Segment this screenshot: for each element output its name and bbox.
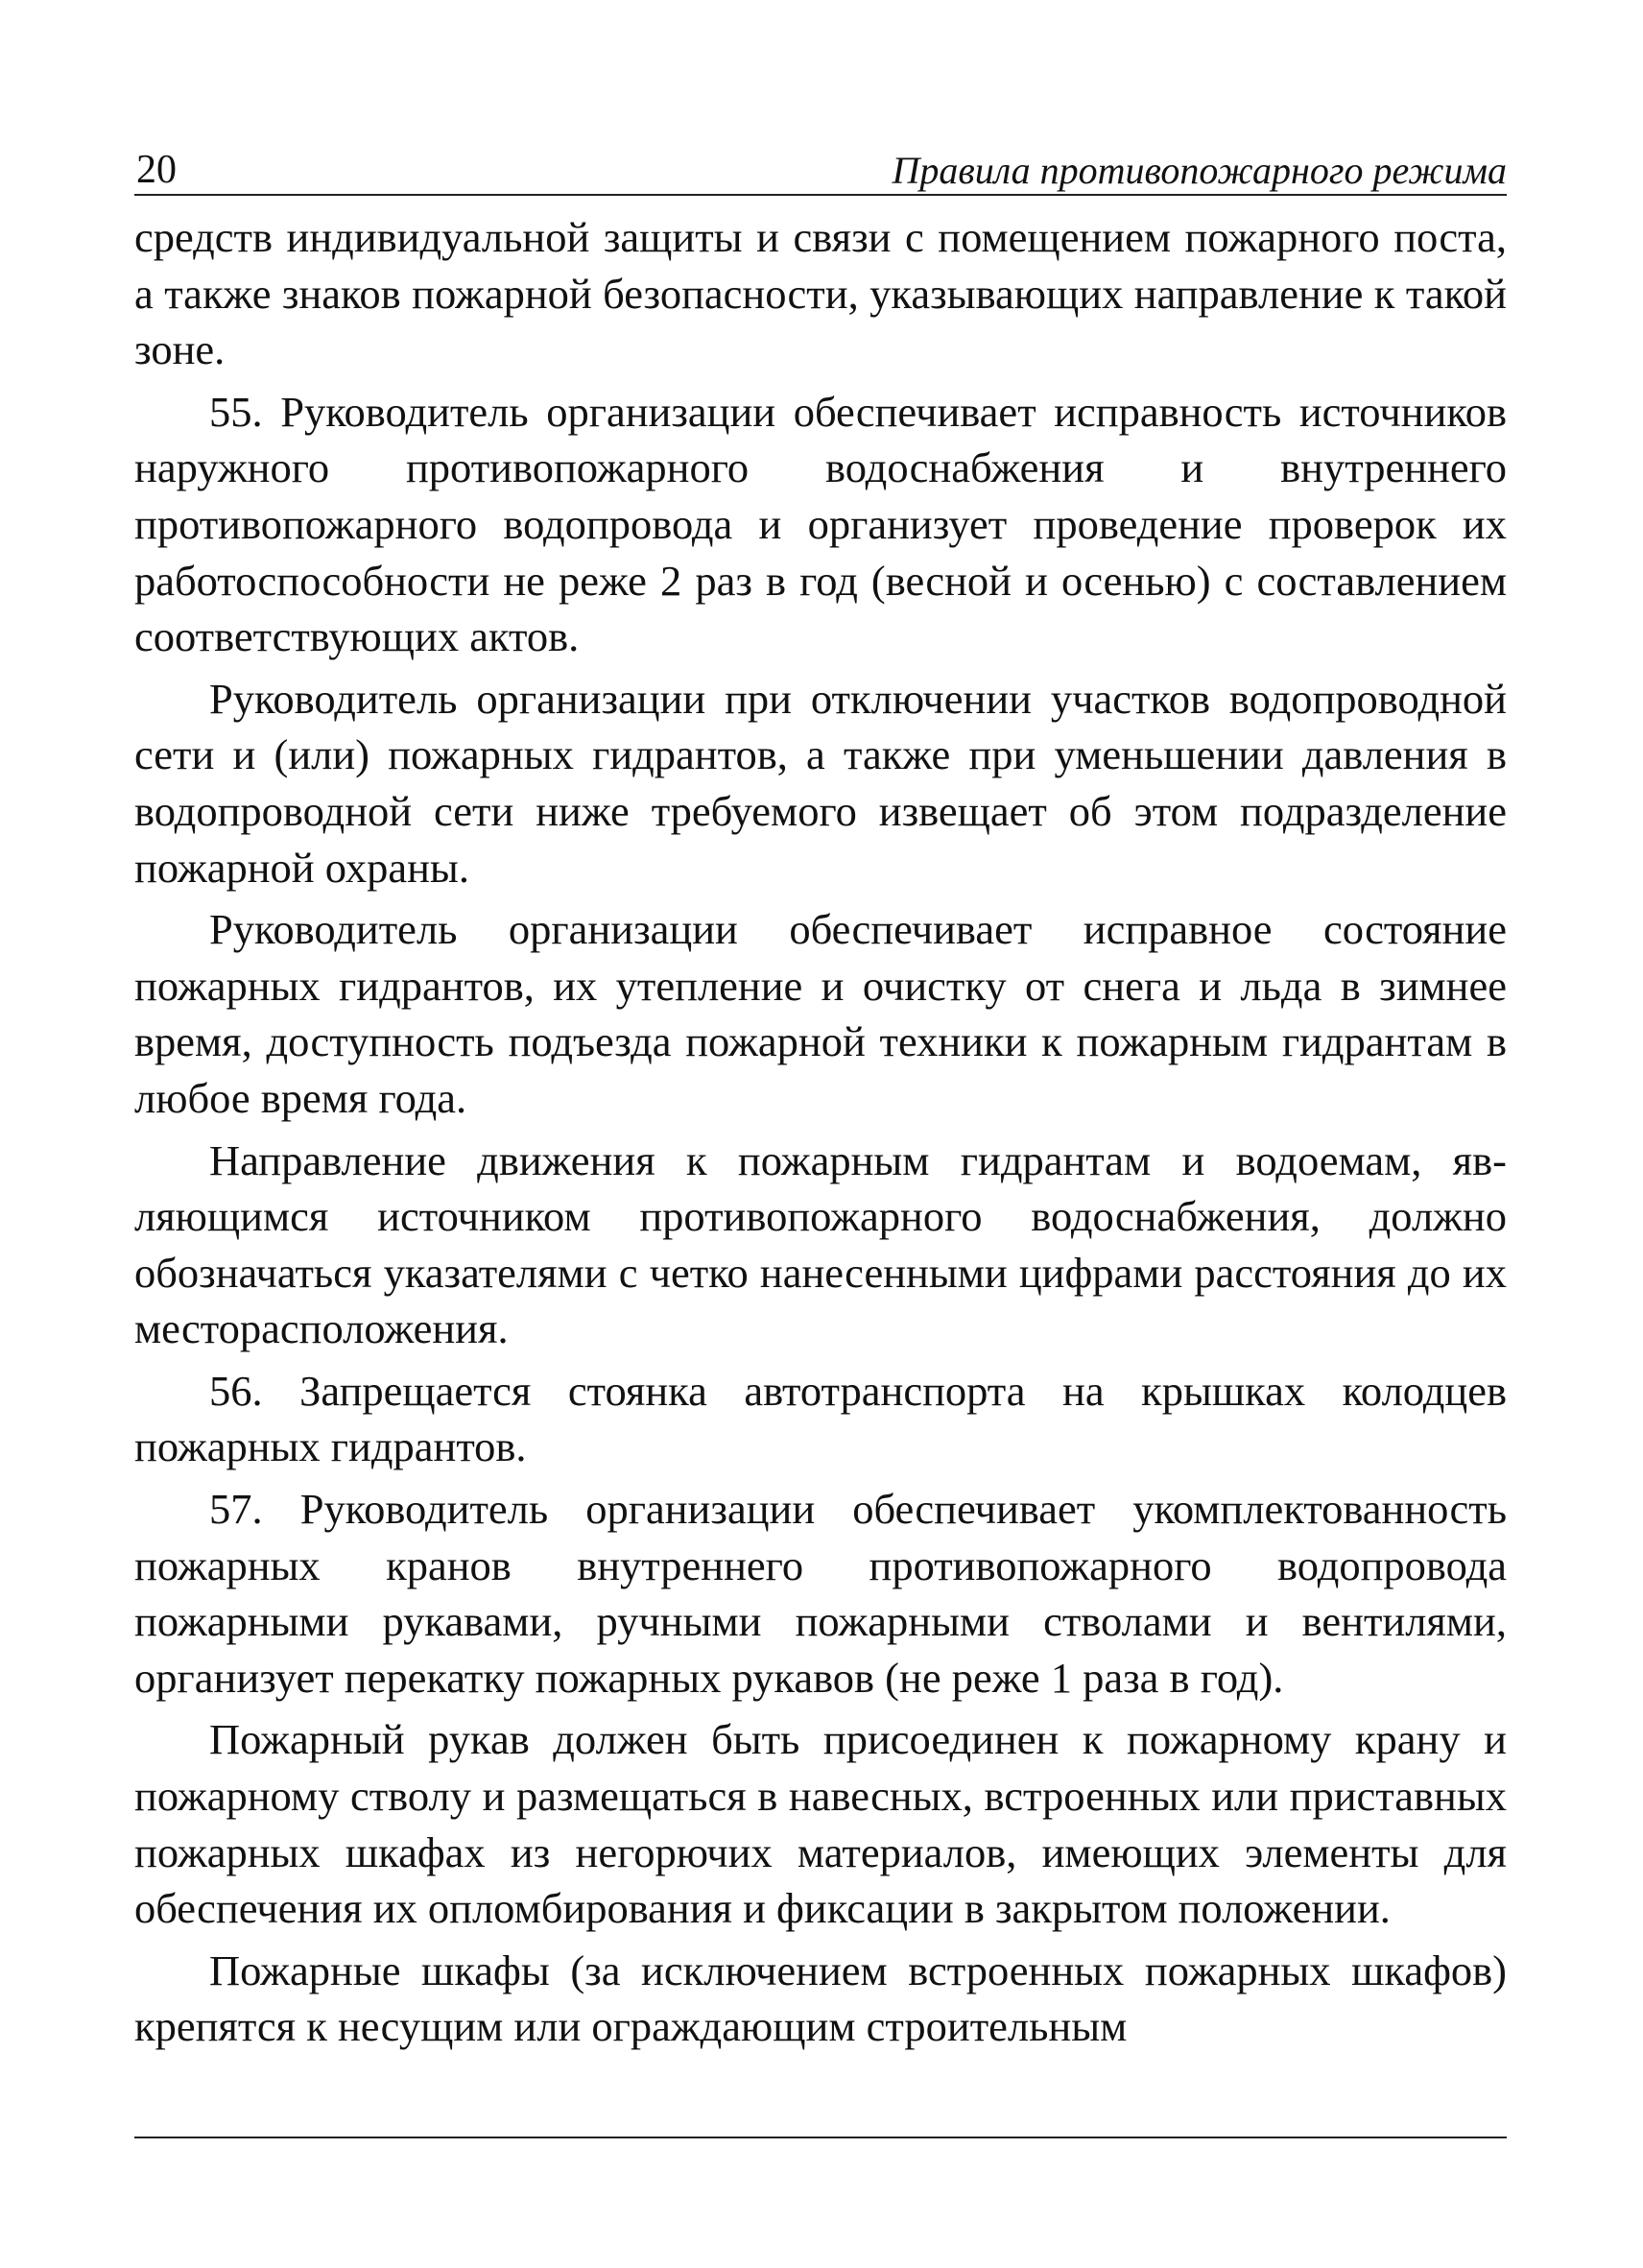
- paragraph-truncated: Пожарные шкафы (за исключением встроенных пожарных шкафов) крепятся к несущим или ограждающим строительным: [134, 1946, 1507, 2051]
- bottom-rule: [134, 2137, 1507, 2138]
- paragraph-continuation: средств индивидуальной защиты и связи с помещением пожарного поста, а также знаков пожарной безопасности, указывающих направление к такой зоне.: [134, 213, 1507, 374]
- book-page: [134, 144, 1507, 2061]
- paragraph: Пожарный рукав должен быть присоединен к пожарному крану и пожарному стволу и размещаться в навесных, встроенных или приставных пожарных шкафах из негорючих материалов, имеющих элементы для обеспечения их опломбирования и фиксации в закрытом положении.: [134, 1715, 1507, 1933]
- body-text: [134, 209, 1507, 2055]
- paragraph: Направление движения к пожарным гидрантам и водоемам, являющимся источником противопожарного водоснабжения, должно обозначаться указателями с четко нанесенными цифрами расстояния до их месторасположения.: [134, 1135, 1507, 1353]
- page-number: 20: [136, 148, 177, 192]
- paragraph-item-57: 57. Руководитель организации обеспечивает укомплектованность пожарных кранов внутреннего противопожарного водопровода пожарными рукавами, ручными пожарными стволами и вентилями, организует перекатку пожарных рукавов (не реже 1 раза в год).: [134, 1485, 1507, 1702]
- paragraph: Руководитель организации обеспечивает исправное состояние пожарных гидрантов, их утепление и очистку от снега и льда в зимнее время, доступность подъезда пожарной техники к пожарным гидрантам в любое время года.: [134, 905, 1507, 1122]
- running-title: Правила противопожарного режима: [892, 149, 1507, 192]
- running-header: [134, 144, 1507, 196]
- paragraph-item-55: 55. Руководитель организации обеспечивает исправность источников наружного противопожарного водоснабжения и внутреннего противопожарного водопровода и организует проведение проверок их работоспособности не реже 2 раз в год (весной и осенью) с составлением соответствующих актов.: [134, 387, 1507, 661]
- paragraph-item-56: 56. Запрещается стоянка автотранспорта на крышках колодцев пожарных гидрантов.: [134, 1366, 1507, 1471]
- paragraph: Руководитель организации при отключении участков водопроводной сети и (или) пожарных гидрантов, а также при уменьшении давления в водопроводной сети ниже требуемого извещает об этом подразделение пожарной охраны.: [134, 674, 1507, 892]
